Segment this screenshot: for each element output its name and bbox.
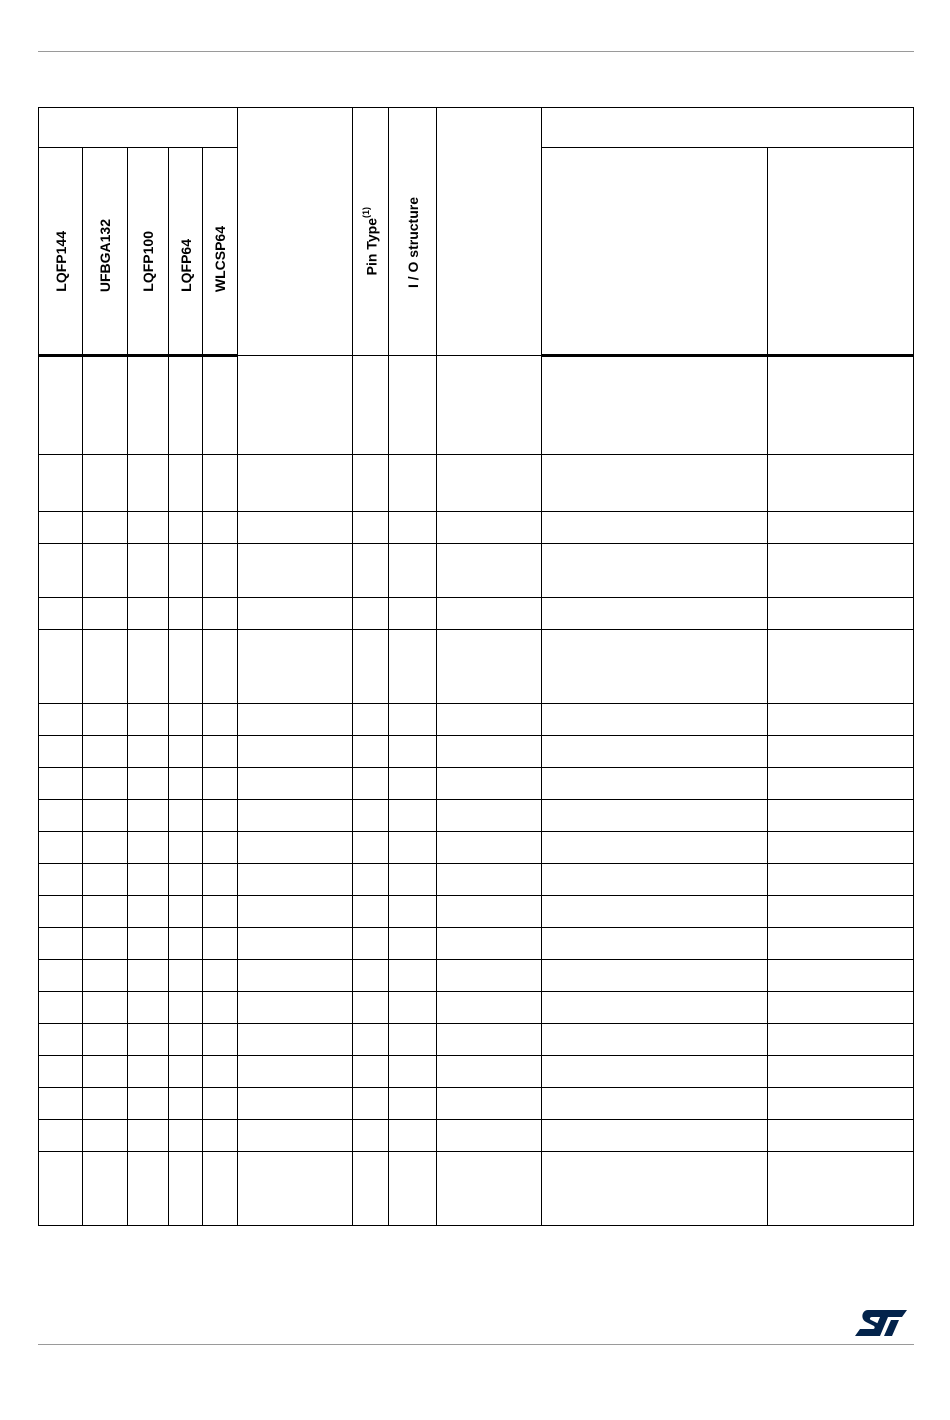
table-cell xyxy=(169,864,203,896)
alternate-functions-group-header xyxy=(542,108,914,148)
table-cell xyxy=(169,455,203,512)
table-cell xyxy=(83,928,128,960)
table-cell xyxy=(39,768,83,800)
io-structure-header xyxy=(389,108,437,356)
table-cell xyxy=(437,1120,542,1152)
table-cell xyxy=(39,1088,83,1120)
table-cell xyxy=(203,832,238,864)
table-cell xyxy=(389,832,437,864)
table-cell xyxy=(238,1056,353,1088)
table-cell xyxy=(39,896,83,928)
table-cell xyxy=(203,630,238,704)
table-cell xyxy=(389,1088,437,1120)
table-cell xyxy=(542,455,768,512)
table-cell xyxy=(353,1024,389,1056)
table-cell xyxy=(39,736,83,768)
pinout-table xyxy=(38,107,914,1226)
table-cell xyxy=(437,992,542,1024)
table-cell xyxy=(768,512,914,544)
table-cell xyxy=(542,1056,768,1088)
table-cell xyxy=(203,1088,238,1120)
io-structure-label: I / O structure xyxy=(404,196,421,288)
table-cell xyxy=(353,1152,389,1226)
table-row xyxy=(39,512,914,544)
table-cell xyxy=(437,598,542,630)
table-cell xyxy=(768,1024,914,1056)
package-header-lqfp100 xyxy=(128,148,169,356)
table-cell xyxy=(437,512,542,544)
table-cell xyxy=(39,704,83,736)
table-cell xyxy=(39,864,83,896)
table-cell xyxy=(83,992,128,1024)
table-cell xyxy=(39,1024,83,1056)
table-cell xyxy=(238,598,353,630)
table-cell xyxy=(238,736,353,768)
table-cell xyxy=(353,768,389,800)
table-cell xyxy=(542,544,768,598)
table-cell xyxy=(353,736,389,768)
table-cell xyxy=(238,1024,353,1056)
table-cell xyxy=(437,1152,542,1226)
table-cell xyxy=(39,800,83,832)
table-cell xyxy=(437,455,542,512)
table-row xyxy=(39,1152,914,1226)
table-cell xyxy=(389,455,437,512)
table-row xyxy=(39,544,914,598)
table-cell xyxy=(353,455,389,512)
table-cell xyxy=(169,800,203,832)
table-cell xyxy=(542,832,768,864)
table-row xyxy=(39,455,914,512)
table-row xyxy=(39,928,914,960)
table-cell xyxy=(128,356,169,455)
table-cell xyxy=(238,992,353,1024)
table-cell xyxy=(203,896,238,928)
table-row xyxy=(39,1024,914,1056)
table-cell xyxy=(169,928,203,960)
table-cell xyxy=(389,928,437,960)
table-cell xyxy=(83,736,128,768)
table-cell xyxy=(169,356,203,455)
table-cell xyxy=(353,1120,389,1152)
table-cell xyxy=(128,512,169,544)
table-cell xyxy=(542,1088,768,1120)
table-cell xyxy=(542,1024,768,1056)
table-cell xyxy=(437,544,542,598)
table-cell xyxy=(389,1152,437,1226)
table-cell xyxy=(203,1024,238,1056)
table-cell xyxy=(353,512,389,544)
table-cell xyxy=(437,800,542,832)
table-cell xyxy=(83,455,128,512)
table-cell xyxy=(39,992,83,1024)
header-rule xyxy=(38,51,914,52)
table-cell xyxy=(542,896,768,928)
table-cell xyxy=(238,928,353,960)
table-cell xyxy=(389,598,437,630)
table-cell xyxy=(128,598,169,630)
table-cell xyxy=(353,1056,389,1088)
table-cell xyxy=(389,896,437,928)
table-cell xyxy=(353,1088,389,1120)
table-cell xyxy=(389,960,437,992)
table-row xyxy=(39,896,914,928)
table-cell xyxy=(203,1120,238,1152)
table-cell xyxy=(169,1056,203,1088)
table-cell xyxy=(39,960,83,992)
table-cell xyxy=(203,768,238,800)
table-cell xyxy=(768,960,914,992)
package-header-lqfp64 xyxy=(169,148,203,356)
table-cell xyxy=(39,1152,83,1226)
table-cell xyxy=(128,455,169,512)
table-cell xyxy=(238,768,353,800)
table-cell xyxy=(203,960,238,992)
table-cell xyxy=(128,992,169,1024)
table-cell xyxy=(768,630,914,704)
table-cell xyxy=(437,736,542,768)
table-cell xyxy=(768,832,914,864)
st-logo xyxy=(853,1308,909,1338)
table-cell xyxy=(169,736,203,768)
table-cell xyxy=(83,896,128,928)
table-cell xyxy=(238,1120,353,1152)
table-cell xyxy=(39,1120,83,1152)
table-cell xyxy=(39,630,83,704)
table-cell xyxy=(39,928,83,960)
table-cell xyxy=(83,630,128,704)
table-row xyxy=(39,736,914,768)
table-cell xyxy=(128,768,169,800)
table-cell xyxy=(169,1120,203,1152)
table-cell xyxy=(169,768,203,800)
table-cell xyxy=(542,630,768,704)
table-cell xyxy=(39,598,83,630)
table-cell xyxy=(169,832,203,864)
table-cell xyxy=(437,896,542,928)
table-cell xyxy=(437,704,542,736)
pin-name-header xyxy=(238,108,353,356)
table-cell xyxy=(203,864,238,896)
table-cell xyxy=(169,630,203,704)
table-cell xyxy=(238,1088,353,1120)
table-row xyxy=(39,960,914,992)
table-cell xyxy=(169,1088,203,1120)
table-cell xyxy=(437,928,542,960)
table-cell xyxy=(203,704,238,736)
table-cell xyxy=(39,455,83,512)
table-cell xyxy=(389,1056,437,1088)
table-cell xyxy=(83,1088,128,1120)
table-cell xyxy=(768,1152,914,1226)
table-cell xyxy=(128,1120,169,1152)
table-group-header-row xyxy=(39,108,914,148)
table-cell xyxy=(238,864,353,896)
table-cell xyxy=(542,1120,768,1152)
pin-type-header xyxy=(353,108,389,356)
table-cell xyxy=(768,992,914,1024)
table-cell xyxy=(169,1152,203,1226)
table-cell xyxy=(768,928,914,960)
table-cell xyxy=(39,544,83,598)
table-cell xyxy=(83,768,128,800)
table-cell xyxy=(238,960,353,992)
table-cell xyxy=(83,832,128,864)
table-cell xyxy=(128,800,169,832)
table-cell xyxy=(768,544,914,598)
table-cell xyxy=(169,1024,203,1056)
table-cell xyxy=(768,736,914,768)
table-cell xyxy=(128,1088,169,1120)
table-row xyxy=(39,864,914,896)
table-cell xyxy=(542,960,768,992)
table-cell xyxy=(542,768,768,800)
package-label: UFBGA132 xyxy=(97,218,113,292)
table-cell xyxy=(39,512,83,544)
table-row xyxy=(39,356,914,455)
table-cell xyxy=(128,736,169,768)
table-cell xyxy=(768,598,914,630)
table-cell xyxy=(768,1120,914,1152)
table-cell xyxy=(169,960,203,992)
table-cell xyxy=(203,1056,238,1088)
table-cell xyxy=(83,1152,128,1226)
table-cell xyxy=(203,1152,238,1226)
table-cell xyxy=(128,704,169,736)
table-cell xyxy=(768,356,914,455)
table-cell xyxy=(203,598,238,630)
footer-rule xyxy=(38,1344,914,1345)
table-cell xyxy=(389,512,437,544)
table-cell xyxy=(128,1152,169,1226)
table-cell xyxy=(39,1056,83,1088)
table-cell xyxy=(437,1056,542,1088)
table-cell xyxy=(238,356,353,455)
table-cell xyxy=(768,896,914,928)
package-header-ufbga132 xyxy=(83,148,128,356)
table-cell xyxy=(768,1088,914,1120)
table-cell xyxy=(238,544,353,598)
table-body xyxy=(39,356,914,1226)
table-cell xyxy=(238,630,353,704)
table-cell xyxy=(128,1024,169,1056)
table-cell xyxy=(238,455,353,512)
table-cell xyxy=(83,1024,128,1056)
table-cell xyxy=(238,832,353,864)
table-row xyxy=(39,630,914,704)
table-cell xyxy=(83,356,128,455)
table-cell xyxy=(437,356,542,455)
table-cell xyxy=(128,864,169,896)
package-label: LQFP100 xyxy=(140,231,156,292)
pin-type-label: Pin Type$^{(1)}$ xyxy=(361,206,380,275)
table-cell xyxy=(169,704,203,736)
table-cell xyxy=(128,960,169,992)
table-cell xyxy=(83,1120,128,1152)
table-cell xyxy=(353,598,389,630)
table-cell xyxy=(238,1152,353,1226)
table-cell xyxy=(389,736,437,768)
table-cell xyxy=(203,928,238,960)
table-cell xyxy=(238,896,353,928)
table-cell xyxy=(39,356,83,455)
table-cell xyxy=(389,768,437,800)
table-cell xyxy=(39,832,83,864)
package-label: LQFP144 xyxy=(52,231,69,292)
table-cell xyxy=(83,800,128,832)
table-cell xyxy=(203,512,238,544)
table-row xyxy=(39,1120,914,1152)
table-cell xyxy=(353,864,389,896)
pin-number-group-header xyxy=(39,108,238,148)
table-cell xyxy=(542,512,768,544)
table-cell xyxy=(128,832,169,864)
table-cell xyxy=(389,630,437,704)
table-row xyxy=(39,598,914,630)
table-cell xyxy=(542,864,768,896)
table-cell xyxy=(542,704,768,736)
table-cell xyxy=(389,1120,437,1152)
table-cell xyxy=(353,356,389,455)
table-cell xyxy=(353,800,389,832)
table-cell xyxy=(203,736,238,768)
table-cell xyxy=(768,864,914,896)
table-cell xyxy=(169,992,203,1024)
table-cell xyxy=(542,800,768,832)
table-cell xyxy=(768,455,914,512)
table-cell xyxy=(389,864,437,896)
table-cell xyxy=(128,544,169,598)
table-cell xyxy=(169,512,203,544)
table-cell xyxy=(128,928,169,960)
table-cell xyxy=(353,928,389,960)
table-cell xyxy=(203,356,238,455)
table-cell xyxy=(83,960,128,992)
table-cell xyxy=(389,1024,437,1056)
table-cell xyxy=(238,800,353,832)
table-cell xyxy=(768,704,914,736)
table-cell xyxy=(128,1056,169,1088)
table-cell xyxy=(83,864,128,896)
table-cell xyxy=(169,544,203,598)
table-cell xyxy=(353,630,389,704)
table-cell xyxy=(768,1056,914,1088)
table-cell xyxy=(203,544,238,598)
table-cell xyxy=(353,544,389,598)
table-cell xyxy=(128,896,169,928)
table-cell xyxy=(389,992,437,1024)
table-cell xyxy=(542,736,768,768)
package-label: LQFP64 xyxy=(177,239,194,292)
table-cell xyxy=(238,704,353,736)
table-cell xyxy=(353,992,389,1024)
notes-header xyxy=(437,108,542,356)
alternate-functions-header xyxy=(542,148,768,356)
table-cell xyxy=(437,960,542,992)
table-cell xyxy=(768,768,914,800)
table-cell xyxy=(437,864,542,896)
table-cell xyxy=(83,1056,128,1088)
table-cell xyxy=(389,800,437,832)
table-cell xyxy=(389,704,437,736)
table-cell xyxy=(389,544,437,598)
table-cell xyxy=(238,512,353,544)
table-row xyxy=(39,768,914,800)
table-cell xyxy=(542,356,768,455)
table-row xyxy=(39,704,914,736)
table-cell xyxy=(353,960,389,992)
table-cell xyxy=(542,928,768,960)
package-label: WLCSP64 xyxy=(212,225,229,292)
table-row xyxy=(39,832,914,864)
table-cell xyxy=(169,598,203,630)
table-cell xyxy=(437,1088,542,1120)
table-cell xyxy=(169,896,203,928)
table-cell xyxy=(83,512,128,544)
table-cell xyxy=(203,992,238,1024)
table-cell xyxy=(542,598,768,630)
table-row xyxy=(39,800,914,832)
table-cell xyxy=(83,544,128,598)
table-cell xyxy=(128,630,169,704)
table-cell xyxy=(353,704,389,736)
table-row xyxy=(39,992,914,1024)
table-cell xyxy=(542,992,768,1024)
table-cell xyxy=(83,598,128,630)
table-cell xyxy=(437,768,542,800)
package-header-wlcsp64 xyxy=(203,148,238,356)
table-cell xyxy=(437,832,542,864)
table-cell xyxy=(353,896,389,928)
table-cell xyxy=(389,356,437,455)
table-cell xyxy=(353,832,389,864)
table-cell xyxy=(437,1024,542,1056)
table-row xyxy=(39,1056,914,1088)
table-row xyxy=(39,1088,914,1120)
table-cell xyxy=(437,630,542,704)
table-cell xyxy=(203,455,238,512)
table-cell xyxy=(542,1152,768,1226)
table-cell xyxy=(768,800,914,832)
table-cell xyxy=(83,704,128,736)
table-cell xyxy=(203,800,238,832)
additional-functions-header xyxy=(768,148,914,356)
package-header-lqfp144 xyxy=(39,148,83,356)
